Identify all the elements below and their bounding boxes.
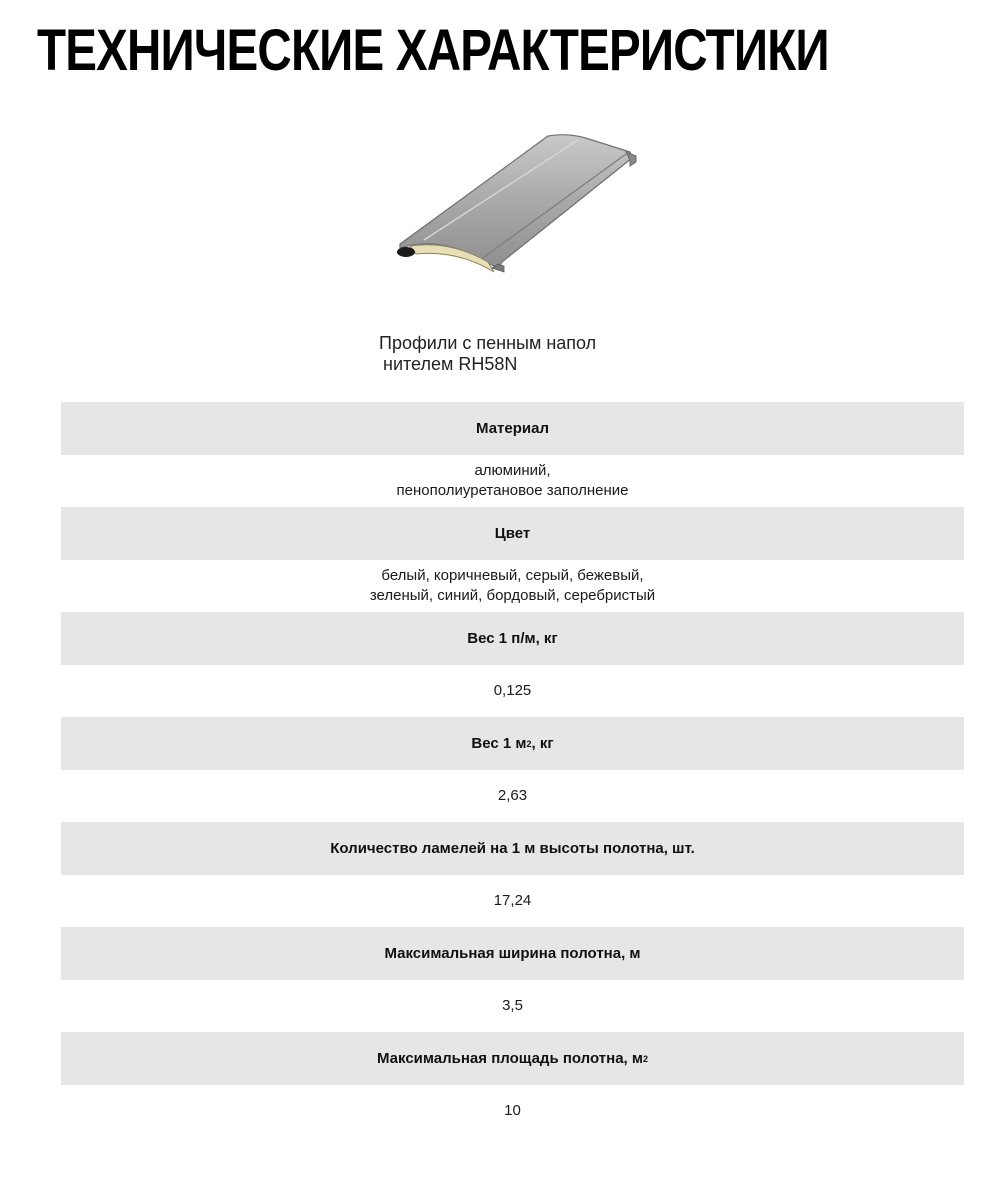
spec-label-slats-per-meter: Количество ламелей на 1 м высоты полотна, шт. bbox=[61, 822, 964, 875]
product-caption bbox=[379, 333, 679, 375]
caption-line-2: нителем RH58N bbox=[383, 354, 518, 374]
spec-label-material: Материал bbox=[61, 402, 964, 455]
spec-label-weight-per-meter: Вес 1 п/м, кг bbox=[61, 612, 964, 665]
specifications-table bbox=[61, 402, 964, 1137]
spec-label-weight-per-sqm: Вес 1 м 2 , кг bbox=[61, 717, 964, 770]
spec-value-weight-per-meter: 0,125 bbox=[493, 682, 532, 699]
spec-value-color: белый, коричневый, серый, бежевый, зеленый, синий, бордовый, серебристый bbox=[369, 567, 656, 604]
foam-filled-profile-slat-image bbox=[380, 122, 650, 287]
spec-label-max-width: Максимальная ширина полотна, м bbox=[61, 927, 964, 980]
spec-label-max-area: Максимальная площадь полотна, м 2 bbox=[61, 1032, 964, 1085]
page-title: ТЕХНИЧЕСКИЕ ХАРАКТЕРИСТИКИ bbox=[37, 18, 829, 83]
spec-value-slats-per-meter: 17,24 bbox=[493, 892, 532, 909]
spec-value-max-area: 10 bbox=[504, 1102, 521, 1119]
spec-value-weight-per-sqm: 2,63 bbox=[497, 787, 528, 804]
spec-value-material: алюминий, пенополиуретановое заполнение bbox=[396, 462, 629, 499]
spec-value-max-width: 3,5 bbox=[502, 997, 523, 1014]
spec-label-color: Цвет bbox=[61, 507, 964, 560]
caption-line-1: Профили с пенным напол bbox=[379, 333, 597, 353]
